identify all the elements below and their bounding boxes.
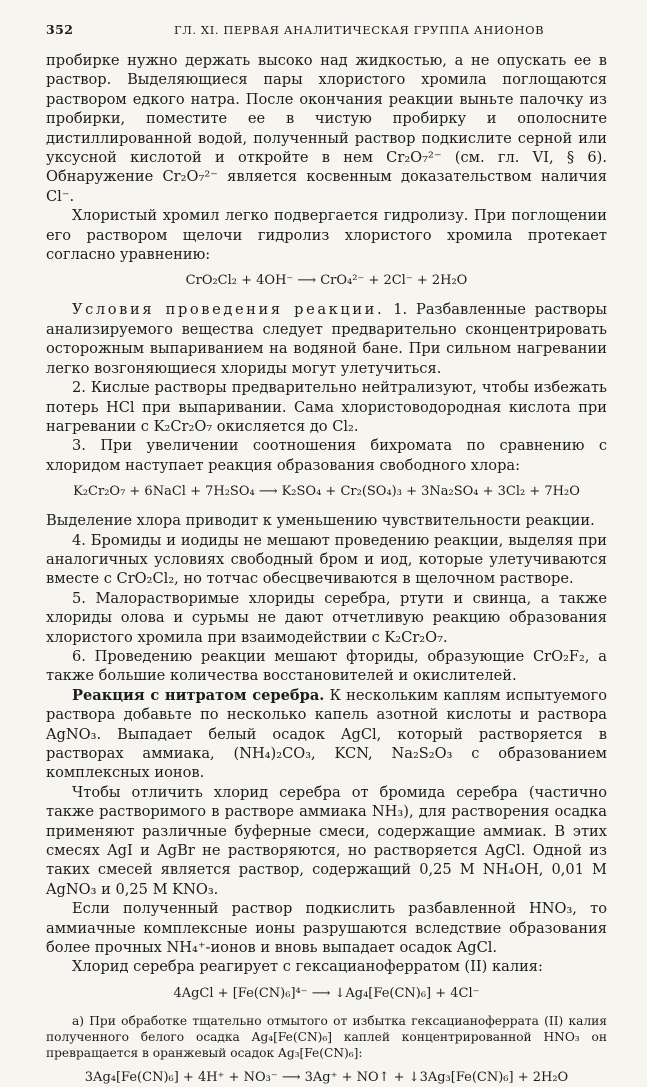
condition-1: 1. Разбавленные растворы анализируемого вещества следует предварительно сконцентрировать осторожным выпариванием на водяной бане. При сильном нагревании легко возгоняющиеся хлориды могут улетучиться. [46,301,608,377]
condition-2: 2. Кислые растворы предварительно нейтрализуют, чтобы избежать потерь HCl при выпаривании. Сама хлористоводородная кислота при нагревании с K₂Cr₂O₇ окисляется до Cl₂. [46,379,607,435]
running-title: ГЛ. XI. ПЕРВАЯ АНАЛИТИЧЕСКАЯ ГРУППА АНИОНОВ [174,23,545,37]
equation-hydrolysis: CrO₂Cl₂ + 4OH⁻ ⟶ CrO₄²⁻ + 2Cl⁻ + 2H₂O [185,273,468,289]
condition-6: 6. Проведению реакции мешают фториды, образующие CrO₂F₂, а также большие количества восстановителей и окислителей. [46,647,607,685]
silver-nitrate-paragraph [46,686,607,783]
equation-chlorine: K₂Cr₂O₇ + 6NaCl + 7H₂SO₄ ⟶ K₂SO₄ + Cr₂(SO₄)₃ + 3Na₂SO₄ + 3Cl₂ + 7H₂O [73,484,580,500]
conditions-heading: Условия проведения реакции. [72,301,385,319]
acidify-paragraph: Если полученный раствор подкислить разбавленной HNO₃, то аммиачные комплексные ионы разрушаются вследствие образования более прочных NH₄⁺-ионов и вновь выпадает осадок AgCl. [46,900,607,957]
condition-5: 5. Малорастворимые хлориды серебра, ртути и свинца, а также хлориды олова и сурьмы не дают отчетливую реакцию образования хлористого хромила при взаимодействии с K₂Cr₂O₇. [46,589,607,646]
condition-3: 3. При увеличении соотношения бихромата по сравнению с хлоридом наступает реакция образования свободного хлора: [46,437,607,474]
paragraph-continuation: пробирке нужно держать высоко над жидкостью, а не опускать ее в раствор. Выделяющиеся пары хлористого хромила поглощаются раствором едкого натра. После окончания реакции выньте палочку из пробирки, поместите ее в чистую пробирку и ополосните дистиллированной водой, полученный раствор подкислите серной или уксусной кислотой и откройте в нем Cr₂O₇²⁻ (см. гл. VI, § 6). Обнаружение Cr₂O₇²⁻ является косвенным доказательством наличия Cl⁻. [46,52,607,205]
condition-4: 4. Бромиды и иодиды не мешают проведению реакции, выделяя при аналогичных условиях свободный бром и иод, которые улетучиваются вместе с CrO₂Cl₂, но тотчас обесцвечиваются в щелочном растворе. [46,531,607,588]
running-header [46,22,607,37]
conditions-paragraph [46,300,607,378]
paragraph-hydrolysis: Хлористый хромил легко подвергается гидролизу. При поглощении его раствором щелочи гидролиз хлористого хромила протекает согласно уравнению: [46,207,607,264]
equation-ferrocyanide: 4AgCl + [Fe(CN)₆]⁴⁻ ⟶ ↓Ag₄[Fe(CN)₆] + 4Cl⁻ [173,985,480,1001]
ferrocyanide-paragraph: Хлорид серебра реагирует с гексацианоферратом (II) калия: [72,958,543,976]
silver-nitrate-heading: Реакция с нитратом серебра. [72,686,325,704]
equation-nitric: 3Ag₄[Fe(CN)₆] + 4H⁺ + NO₃⁻ ⟶ 3Ag⁺ + NO↑ + ↓3Ag₃[Fe(CN)₆] + 2H₂O [84,1069,569,1085]
silver-nitrate-text: К нескольким каплям испытуемого раствора добавьте по несколько капель азотной кислоты и раствора AgNO₃. Выпадает белый осадок AgCl, который растворяется в растворах аммиака, (NH₄)₂CO₃, KCN, Na₂S₂O₃ с образованием комплексных ионов. [46,686,607,782]
page-number: 352 [46,22,74,37]
silver-bromide-paragraph: Чтобы отличить хлорид серебра от бромида серебра (частично также растворимого в растворе аммиака NH₃), для растворения осадка применяют различные буферные смеси, содержащие аммиак. В этих смесях AgI и AgBr не растворяются, но растворяется AgCl. Одной из таких смесей является раствор, содержащий 0,25 M NH₄OH, 0,01 M AgNO₃ и 0,25 M KNO₃. [46,783,607,898]
condition-3-note: Выделение хлора приводит к уменьшению чувствительности реакции. [46,512,595,530]
footnote-a: а) При обработке тщательно отмытого от избытка гексацианоферрата (II) калия полученного белого осадка Ag₄[Fe(CN)₆] каплей концентрированной HNO₃ он превращается в оранжевый осадок Ag₃[Fe(CN)₆]: [46,1013,607,1060]
